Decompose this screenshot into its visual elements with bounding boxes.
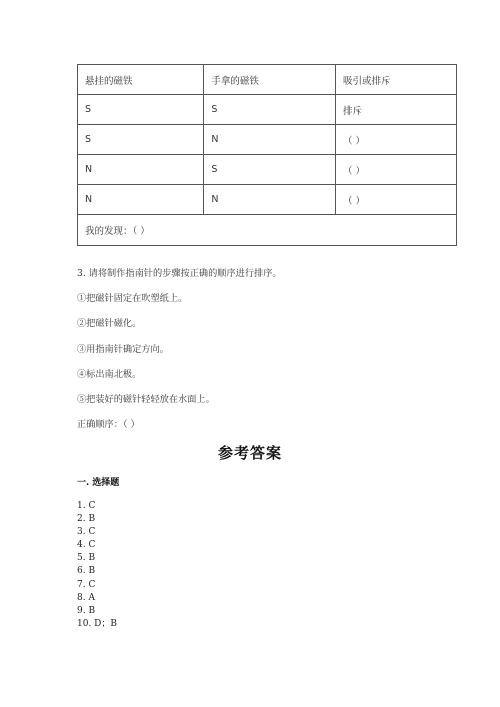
table-cell: 排斥 <box>335 95 456 125</box>
answer-list <box>77 500 117 631</box>
step-item: ③用指南针确定方向。 <box>77 343 169 355</box>
answer-blank-cell[interactable]: （ ） <box>335 185 456 215</box>
finding-row <box>78 215 457 246</box>
correct-order-blank[interactable]: 正确顺序：（ ） <box>77 419 140 431</box>
step-item: ⑤把装好的磁针轻轻放在水面上。 <box>77 393 215 405</box>
header-cell-hanging-magnet: 悬挂的磁铁 <box>78 65 204 95</box>
answer-item: 4. C <box>77 540 96 551</box>
answer-item: 1. C <box>77 501 96 511</box>
question-3 <box>77 264 477 440</box>
table-cell: N <box>78 155 204 185</box>
table-cell: S <box>204 155 336 185</box>
table-header-row <box>78 65 457 95</box>
answer-item: 5. B <box>77 553 96 564</box>
table-cell: S <box>78 95 204 125</box>
finding-cell[interactable]: 我的发现：（ ） <box>78 215 457 246</box>
answer-item: 8. A <box>77 592 95 603</box>
answer-key-title: 参考答案 <box>217 444 282 462</box>
answer-item: 9. B <box>77 605 96 616</box>
answer-item: 10. D；B <box>77 618 118 629</box>
table-row <box>78 155 457 185</box>
table-cell: N <box>78 185 204 215</box>
table-cell: N <box>204 125 336 155</box>
table-row <box>78 185 457 215</box>
answer-blank-cell[interactable]: （ ） <box>335 125 456 155</box>
header-cell-attract-repel: 吸引或排斥 <box>335 65 456 95</box>
answer-item: 2. B <box>77 514 96 525</box>
step-item: ②把磁针磁化。 <box>77 318 142 330</box>
answer-item: 6. B <box>77 566 96 577</box>
table-cell: S <box>204 95 336 125</box>
magnet-table <box>77 64 457 246</box>
table-cell: S <box>78 125 204 155</box>
question-3-title: 3. 请将制作指南针的步骤按正确的顺序进行排序。 <box>77 268 282 279</box>
section-title: 一. 选择题 <box>77 478 120 488</box>
step-item: ①把磁针固定在吹塑纸上。 <box>77 293 188 305</box>
header-cell-hand-magnet: 手拿的磁铁 <box>204 65 336 95</box>
step-item: ④标出南北极。 <box>77 368 142 380</box>
answer-item: 3. C <box>77 527 96 538</box>
table-row <box>78 95 457 125</box>
table-cell: N <box>204 185 336 215</box>
answer-blank-cell[interactable]: （ ） <box>335 155 456 185</box>
table-row <box>78 125 457 155</box>
answer-item: 7. C <box>77 579 96 590</box>
